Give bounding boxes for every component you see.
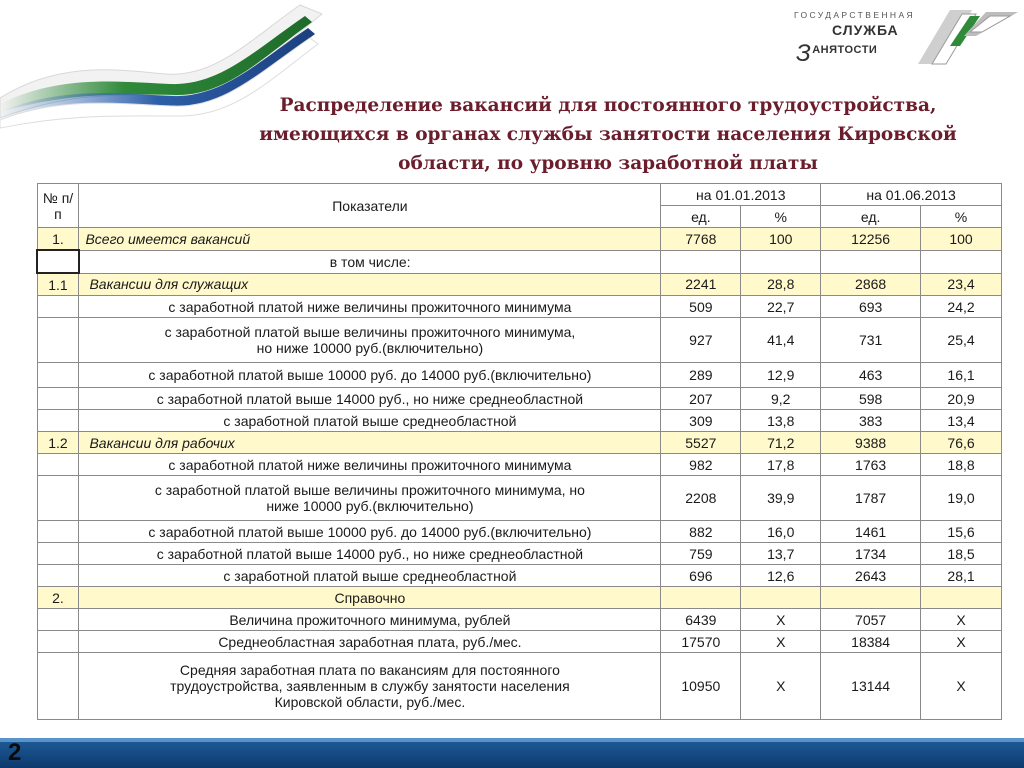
row-label-line-2: трудоустройства, заявленным в службу занятости населения bbox=[170, 678, 570, 694]
page-number: 2 bbox=[8, 739, 22, 766]
row-p1: 100 bbox=[741, 228, 821, 251]
row-num bbox=[37, 521, 79, 543]
row-p1: 28,8 bbox=[741, 273, 821, 296]
row-p2 bbox=[921, 587, 1002, 609]
row-num bbox=[37, 410, 79, 432]
row-p1: 12,6 bbox=[741, 565, 821, 587]
logo-rest: АНЯТОСТИ bbox=[812, 44, 878, 56]
table-row bbox=[37, 250, 1002, 273]
row-label-line-1: Средняя заработная плата по вакансиям для постоянного bbox=[179, 662, 560, 678]
row-num: 1.1 bbox=[37, 273, 79, 296]
row-p1: 71,2 bbox=[741, 432, 821, 454]
row-v2: 2643 bbox=[821, 565, 921, 587]
logo-emblem-icon bbox=[910, 6, 1020, 68]
row-p2: 15,6 bbox=[921, 521, 1002, 543]
table-row bbox=[37, 587, 1002, 609]
row-p2: 100 bbox=[921, 228, 1002, 251]
row-v2: 7057 bbox=[821, 609, 921, 631]
row-num bbox=[37, 476, 79, 521]
row-p2: 18,5 bbox=[921, 543, 1002, 565]
table-row bbox=[37, 363, 1002, 388]
row-label: с заработной платой ниже величины прожиточного минимума bbox=[79, 454, 661, 476]
row-v1 bbox=[661, 587, 741, 609]
header-unit-1: ед. bbox=[661, 206, 741, 228]
row-p2: 76,6 bbox=[921, 432, 1002, 454]
row-p2: Х bbox=[921, 653, 1002, 720]
row-label: Среднеобластная заработная плата, руб./мес. bbox=[79, 631, 661, 653]
table-row bbox=[37, 273, 1002, 296]
table-row bbox=[37, 565, 1002, 587]
row-v1: 759 bbox=[661, 543, 741, 565]
row-p2: Х bbox=[921, 631, 1002, 653]
row-label-line-1: с заработной платой выше величины прожиточного минимума, но bbox=[154, 482, 585, 498]
row-v1: 982 bbox=[661, 454, 741, 476]
row-p1 bbox=[741, 587, 821, 609]
row-num: 2. bbox=[37, 587, 79, 609]
row-p2: 18,8 bbox=[921, 454, 1002, 476]
row-p2: 13,4 bbox=[921, 410, 1002, 432]
table-row bbox=[37, 318, 1002, 363]
table-row bbox=[37, 631, 1002, 653]
row-p2 bbox=[921, 250, 1002, 273]
row-v1: 309 bbox=[661, 410, 741, 432]
header-row-1 bbox=[37, 184, 1002, 206]
logo-initial: З bbox=[796, 40, 812, 67]
row-label: в том числе: bbox=[79, 250, 661, 273]
footer-bar bbox=[0, 738, 1024, 768]
header-pct-1: % bbox=[741, 206, 821, 228]
row-v2: 13144 bbox=[821, 653, 921, 720]
row-label: с заработной платой выше среднеобластной bbox=[79, 565, 661, 587]
row-label: с заработной платой выше 14000 руб., но ниже среднеобластной bbox=[79, 388, 661, 410]
row-num bbox=[37, 318, 79, 363]
row-label: с заработной платой выше 14000 руб., но ниже среднеобластной bbox=[79, 543, 661, 565]
page-title bbox=[200, 91, 1016, 178]
logo-text-line2: СЛУЖБА bbox=[832, 22, 899, 38]
table-row bbox=[37, 543, 1002, 565]
row-num bbox=[37, 543, 79, 565]
row-v2 bbox=[821, 250, 921, 273]
row-label bbox=[79, 653, 661, 720]
row-v1: 17570 bbox=[661, 631, 741, 653]
row-label: Всего имеется вакансий bbox=[79, 228, 661, 251]
row-p1: Х bbox=[741, 653, 821, 720]
row-p1: 41,4 bbox=[741, 318, 821, 363]
header-indicator: Показатели bbox=[79, 184, 661, 228]
row-v1: 927 bbox=[661, 318, 741, 363]
row-p1: 13,7 bbox=[741, 543, 821, 565]
row-label-line-2: ниже 10000 руб.(включительно) bbox=[266, 498, 474, 514]
row-label-line-3: Кировской области, руб./мес. bbox=[274, 694, 466, 710]
row-p1: 13,8 bbox=[741, 410, 821, 432]
row-v2: 731 bbox=[821, 318, 921, 363]
row-p1: 9,2 bbox=[741, 388, 821, 410]
footer-bar-highlight bbox=[0, 738, 1024, 742]
row-label: Справочно bbox=[79, 587, 661, 609]
row-label: Величина прожиточного минимума, рублей bbox=[79, 609, 661, 631]
row-v1: 2241 bbox=[661, 273, 741, 296]
row-label: с заработной платой ниже величины прожиточного минимума bbox=[79, 296, 661, 318]
table-row bbox=[37, 454, 1002, 476]
table-row bbox=[37, 521, 1002, 543]
row-num bbox=[37, 454, 79, 476]
row-v2: 1787 bbox=[821, 476, 921, 521]
table-row bbox=[37, 296, 1002, 318]
row-num bbox=[37, 250, 79, 273]
row-label-line-2: но ниже 10000 руб.(включительно) bbox=[256, 340, 484, 356]
row-num bbox=[37, 388, 79, 410]
row-p2: 16,1 bbox=[921, 363, 1002, 388]
row-v2: 12256 bbox=[821, 228, 921, 251]
title-line-1: Распределение вакансий для постоянного трудоустройства, bbox=[279, 95, 937, 116]
row-label-line-1: с заработной платой выше величины прожиточного минимума, bbox=[164, 324, 576, 340]
logo-text-line1: ГОСУДАРСТВЕННАЯ bbox=[794, 10, 916, 20]
row-v2: 693 bbox=[821, 296, 921, 318]
row-v2: 9388 bbox=[821, 432, 921, 454]
row-v1: 696 bbox=[661, 565, 741, 587]
row-v2: 2868 bbox=[821, 273, 921, 296]
row-v1: 10950 bbox=[661, 653, 741, 720]
row-v2: 1763 bbox=[821, 454, 921, 476]
row-p1: 39,9 bbox=[741, 476, 821, 521]
row-num: 1. bbox=[37, 228, 79, 251]
row-v1: 5527 bbox=[661, 432, 741, 454]
row-label: с заработной платой выше 10000 руб. до 14000 руб.(включительно) bbox=[79, 363, 661, 388]
row-p1: 17,8 bbox=[741, 454, 821, 476]
table-row bbox=[37, 653, 1002, 720]
row-p2: 25,4 bbox=[921, 318, 1002, 363]
row-v2: 18384 bbox=[821, 631, 921, 653]
table-row bbox=[37, 432, 1002, 454]
row-num bbox=[37, 296, 79, 318]
row-num: 1.2 bbox=[37, 432, 79, 454]
row-v2 bbox=[821, 587, 921, 609]
row-p1: 12,9 bbox=[741, 363, 821, 388]
row-num bbox=[37, 609, 79, 631]
row-v1: 2208 bbox=[661, 476, 741, 521]
row-p1 bbox=[741, 250, 821, 273]
row-p2: Х bbox=[921, 609, 1002, 631]
logo-text-line3 bbox=[796, 40, 877, 68]
service-logo bbox=[790, 6, 1020, 72]
row-label: Вакансии для рабочих bbox=[79, 432, 661, 454]
row-num bbox=[37, 363, 79, 388]
row-p1: Х bbox=[741, 609, 821, 631]
title-line-2: имеющихся в органах службы занятости населения Кировской bbox=[259, 124, 957, 145]
row-v1: 509 bbox=[661, 296, 741, 318]
row-label: Вакансии для служащих bbox=[79, 273, 661, 296]
row-p2: 20,9 bbox=[921, 388, 1002, 410]
row-p1: 16,0 bbox=[741, 521, 821, 543]
row-label bbox=[79, 476, 661, 521]
row-v1: 7768 bbox=[661, 228, 741, 251]
table-row bbox=[37, 228, 1002, 251]
row-p2: 23,4 bbox=[921, 273, 1002, 296]
row-v1 bbox=[661, 250, 741, 273]
row-v1: 289 bbox=[661, 363, 741, 388]
row-v2: 1461 bbox=[821, 521, 921, 543]
row-v1: 882 bbox=[661, 521, 741, 543]
row-v2: 1734 bbox=[821, 543, 921, 565]
title-line-3: области, по уровню заработной платы bbox=[398, 153, 818, 174]
table-row bbox=[37, 388, 1002, 410]
row-v1: 207 bbox=[661, 388, 741, 410]
row-p1: 22,7 bbox=[741, 296, 821, 318]
row-p2: 28,1 bbox=[921, 565, 1002, 587]
header-unit-2: ед. bbox=[821, 206, 921, 228]
header-pct-2: % bbox=[921, 206, 1002, 228]
row-v2: 383 bbox=[821, 410, 921, 432]
row-v2: 463 bbox=[821, 363, 921, 388]
row-label: с заработной платой выше 10000 руб. до 14000 руб.(включительно) bbox=[79, 521, 661, 543]
header-period-1: на 01.01.2013 bbox=[661, 184, 821, 206]
table-row bbox=[37, 410, 1002, 432]
row-num bbox=[37, 631, 79, 653]
header-period-2: на 01.06.2013 bbox=[821, 184, 1002, 206]
vacancy-table bbox=[36, 183, 1002, 720]
row-num bbox=[37, 653, 79, 720]
row-p2: 24,2 bbox=[921, 296, 1002, 318]
row-p2: 19,0 bbox=[921, 476, 1002, 521]
row-v1: 6439 bbox=[661, 609, 741, 631]
table-row bbox=[37, 609, 1002, 631]
table-row bbox=[37, 476, 1002, 521]
header-num: № п/п bbox=[37, 184, 79, 228]
row-label bbox=[79, 318, 661, 363]
row-v2: 598 bbox=[821, 388, 921, 410]
row-p1: Х bbox=[741, 631, 821, 653]
row-num bbox=[37, 565, 79, 587]
row-label: с заработной платой выше среднеобластной bbox=[79, 410, 661, 432]
